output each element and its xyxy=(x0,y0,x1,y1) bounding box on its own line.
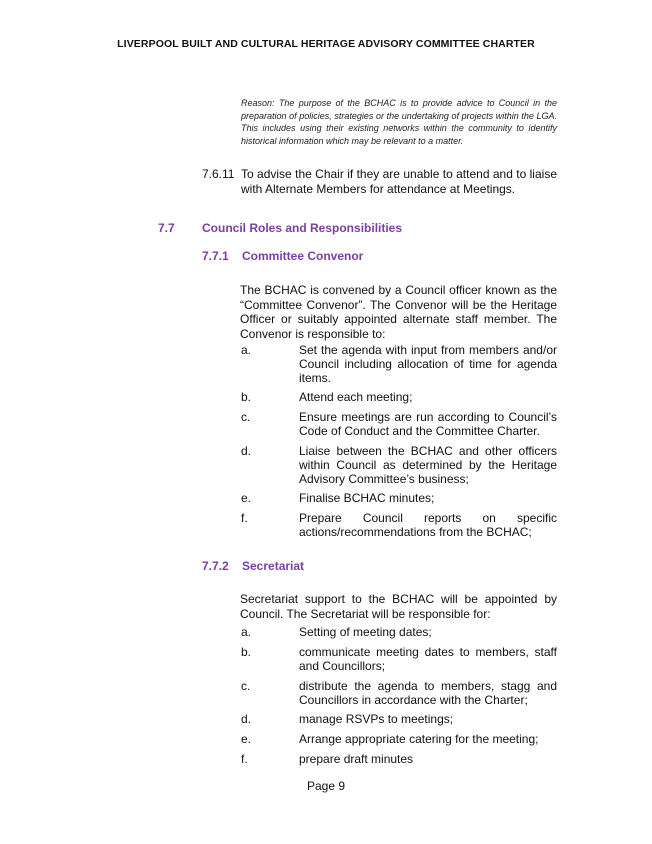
document-header: LIVERPOOL BUILT AND CULTURAL HERITAGE ADVISORY COMMITTEE CHARTER xyxy=(117,38,535,50)
list-item-letter: b. xyxy=(241,390,252,404)
subsection-title: Secretariat xyxy=(242,559,305,573)
list-item-text: Ensure meetings are run according to Council’s Code of Conduct and the Committee Charter. xyxy=(299,410,557,438)
list-item-text: manage RSVPs to meetings; xyxy=(299,712,454,726)
subsection-title: Committee Convenor xyxy=(242,249,364,263)
list-item-text: Setting of meeting dates; xyxy=(299,625,432,639)
list-item-letter: c. xyxy=(241,679,251,693)
subsection-number: 7.7.2 xyxy=(202,559,229,573)
list-item-letter: d. xyxy=(241,712,252,726)
subsection-heading-7-7-2 xyxy=(202,559,305,573)
list-item-letter: e. xyxy=(241,732,252,746)
reason-note: Reason: The purpose of the BCHAC is to provide advice to Council in the preparation of policies, strategies or the undertaking of projects within the LGA. This includes using their existing networks within the community to identify historical information which may be relevant to a matter. xyxy=(241,98,557,146)
list-item-letter: a. xyxy=(241,343,252,357)
convenor-intro: The BCHAC is convened by a Council officer known as the “Committee Convenor”. The Convenor will be the Heritage Officer or suitably appointed alternate staff member. The Convenor is responsible to: xyxy=(240,283,557,341)
list-item-letter: a. xyxy=(241,625,252,639)
list-item-text: Liaise between the BCHAC and other officers within Council as determined by the Heritage Advisory Committee’s business; xyxy=(299,444,557,486)
list-item-text: Set the agenda with input from members and/or Council including allocation of time for agenda items. xyxy=(299,343,557,385)
page-number: Page 9 xyxy=(306,779,346,793)
list-item-text: distribute the agenda to members, stagg and Councillors in accordance with the Charter; xyxy=(299,679,557,707)
list-item-text: Finalise BCHAC minutes; xyxy=(299,491,435,505)
list-item-text: prepare draft minutes xyxy=(299,752,414,766)
list-item-letter: d. xyxy=(241,444,252,458)
section-number: 7.7 xyxy=(158,221,175,235)
section-title: Council Roles and Responsibilities xyxy=(202,221,403,235)
list-item-letter: f. xyxy=(241,511,248,525)
list-item-letter: c. xyxy=(241,410,251,424)
clause-number: 7.6.11 xyxy=(202,167,235,181)
subsection-number: 7.7.1 xyxy=(202,249,229,263)
secretariat-intro: Secretariat support to the BCHAC will be appointed by Council. The Secretariat will be responsible for: xyxy=(240,592,557,621)
list-item-text: communicate meeting dates to members, staff and Councillors; xyxy=(299,645,557,673)
list-item-letter: b. xyxy=(241,645,252,659)
list-item-letter: e. xyxy=(241,491,252,505)
list-item-letter: f. xyxy=(241,752,248,766)
list-item-text: Attend each meeting; xyxy=(299,390,413,404)
list-item-text: Prepare Council reports on specific actions/recommendations from the BCHAC; xyxy=(299,511,557,539)
clause-text: To advise the Chair if they are unable to attend and to liaise with Alternate Members for attendance at Meetings. xyxy=(241,167,557,196)
list-item-text: Arrange appropriate catering for the meeting; xyxy=(299,732,539,746)
section-heading-7-7 xyxy=(158,221,403,235)
subsection-heading-7-7-1 xyxy=(202,249,364,263)
